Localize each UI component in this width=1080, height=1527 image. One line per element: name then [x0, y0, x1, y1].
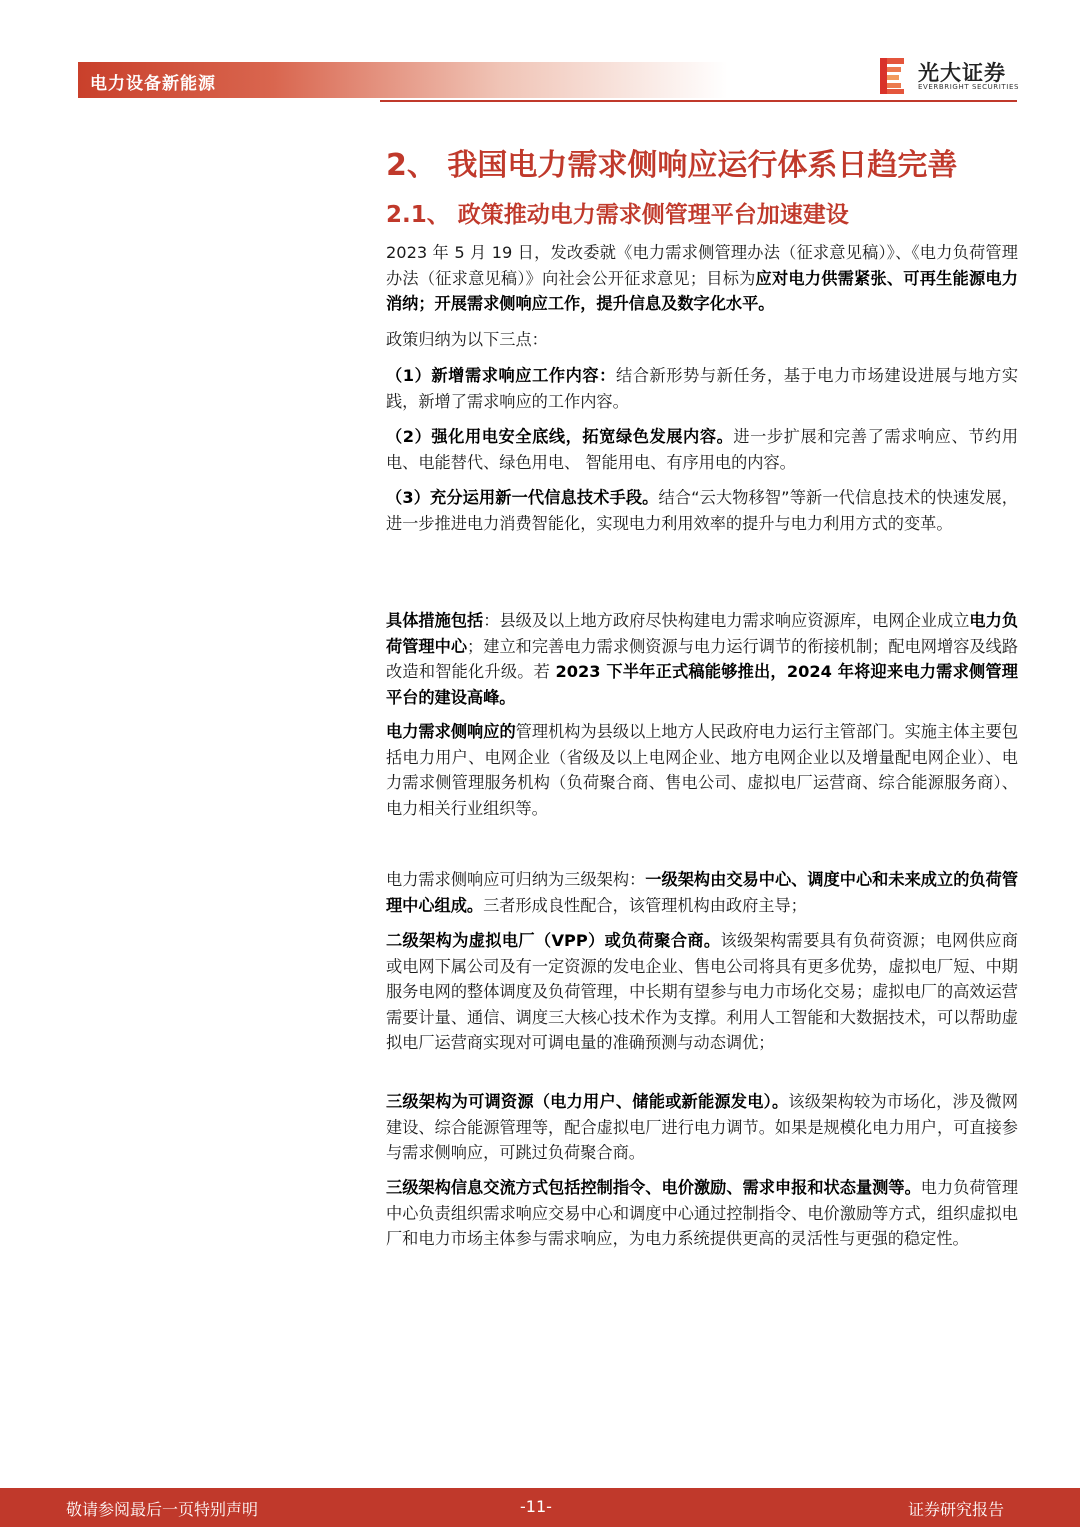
page-number: -11- [520, 1497, 552, 1516]
bold-run: 一级架构由交易中心、调度中心和未来成立的负荷管理中心组成。 [386, 870, 1019, 915]
text-run: 三者形成良性配合，该管理机构由政府主导； [483, 895, 807, 915]
bold-run: （1）新增需求响应工作内容： [386, 366, 616, 385]
text-run: 电力需求侧响应可归纳为三级架构： [386, 870, 646, 889]
bold-run: （2）强化用电安全底线，拓宽绿色发展内容。 [386, 427, 734, 446]
subsection-heading: 2.1、 政策推动电力需求侧管理平台加速建设 [386, 202, 849, 228]
header-divider [380, 100, 1017, 102]
paragraph-management [386, 719, 1018, 821]
text-run: 该级架构较为市场化，涉及微网建设、综合能源管理等，配合虚拟电厂进行电力调节。如果是规模化电力用户，可直接参与需求侧响应，可跳过负荷聚合商。 [386, 1092, 1019, 1162]
text-run: 该级架构需要具有负荷资源；电网供应商或电网下属公司及有一定资源的发电企业、售电公司将具有更多优势，虚拟电厂短、中期服务电网的整体调度及负荷管理，中长期有望参与电力市场化交易；虚拟电厂的高效运营需要计量、通信、调度三大核心技术作为支撑。利用人工智能和大数据技术，可以帮助虚拟电厂运营商实现对可调电量的准确预测与动态调优； [386, 931, 1018, 1052]
bold-run: 应对电力供需紧张、可再生能源电力消纳；开展需求侧响应工作，提升信息及数字化水平。 [386, 268, 1018, 313]
paragraph-tier-3 [386, 1089, 1018, 1166]
bold-run: 具体措施包括 [386, 611, 484, 630]
text-run: 结合新形势与新任务，基于电力市场建设进展与地方实践，新增了需求响应的工作内容。 [386, 366, 1019, 411]
text-run: 进一步扩展和完善了需求响应、节约用电、电能替代、绿色用电、 智能用电、有序用电的内容。 [386, 427, 1019, 472]
bold-run: 2023 下半年正式稿能够推出，2024 年将迎来电力需求侧管理平台的建设高峰。 [386, 662, 1018, 707]
bold-run: 电力负荷管理中心 [386, 611, 1019, 656]
logo-chinese-name: 光大证券 [918, 61, 1006, 85]
text-run: 结合“云大物移智”等新一代信息技术的快速发展，进一步推进电力消费智能化，实现电力利用效率的提升与电力利用方式的变革。 [386, 488, 1018, 533]
text-run: 政策归纳为以下三点： [386, 330, 548, 349]
section-heading: 2、 我国电力需求侧响应运行体系日趋完善 [386, 148, 958, 183]
bold-run: （3）充分运用新一代信息技术手段。 [386, 488, 659, 507]
everbright-logo-icon [878, 56, 908, 96]
footer-report-type: 证券研究报告 [908, 1500, 1005, 1519]
paragraph-tier-1 [386, 867, 1018, 918]
paragraph-info-exchange [386, 1175, 1018, 1252]
text-run: 管理机构为县级以上地方人民政府电力运行主管部门。实施主体主要包括电力用户、电网企业（省级及以上电网企业、地方电网企业以及增量配电网企业）、电力需求侧管理服务机构（负荷聚合商、售电公司、虚拟电厂运营商、综合能源服务商）、电力相关行业组织等。 [386, 722, 1019, 818]
company-logo [878, 56, 1018, 96]
paragraph-policy-intro [386, 240, 1018, 317]
paragraph-point-1 [386, 363, 1018, 414]
bold-run: 电力需求侧响应的 [386, 722, 516, 741]
header-section-title: 电力设备新能源 [90, 74, 216, 94]
text-run: ：县级及以上地方政府尽快构建电力需求响应资源库，电网企业成立 [483, 611, 970, 630]
bold-run: 三级架构为可调资源（电力用户、储能或新能源发电）。 [386, 1092, 789, 1111]
paragraph-point-2 [386, 424, 1018, 475]
bold-run: 三级架构信息交流方式包括控制指令、电价激励、需求申报和状态量测等。 [386, 1178, 921, 1197]
paragraph-point-3 [386, 485, 1018, 536]
text-run: ；建立和完善电力需求侧资源与电力运行调节的衔接机制；配电网增容及线路改造和智能化升级。若 [386, 636, 1019, 681]
footer-disclaimer-note: 敬请参阅最后一页特别声明 [66, 1500, 259, 1519]
text-run: 2023 年 5 月 19 日，发改委就《电力需求侧管理办法（征求意见稿）》、《电力负荷管理办法（征求意见稿）》向社会公开征求意见；目标为 [386, 243, 1018, 288]
paragraph-policy-summary [386, 327, 1018, 353]
bold-run: 二级架构为虚拟电厂（VPP）或负荷聚合商。 [386, 931, 721, 950]
paragraph-tier-2 [386, 928, 1018, 1056]
logo-english-name: EVERBRIGHT SECURITIES [918, 83, 1020, 91]
text-run: 电力负荷管理中心负责组织需求响应交易中心和调度中心通过控制指令、电价激励等方式，组织虚拟电厂和电力市场主体参与需求响应，为电力系统提供更高的灵活性与更强的稳定性。 [386, 1178, 1019, 1248]
paragraph-measures [386, 608, 1018, 710]
